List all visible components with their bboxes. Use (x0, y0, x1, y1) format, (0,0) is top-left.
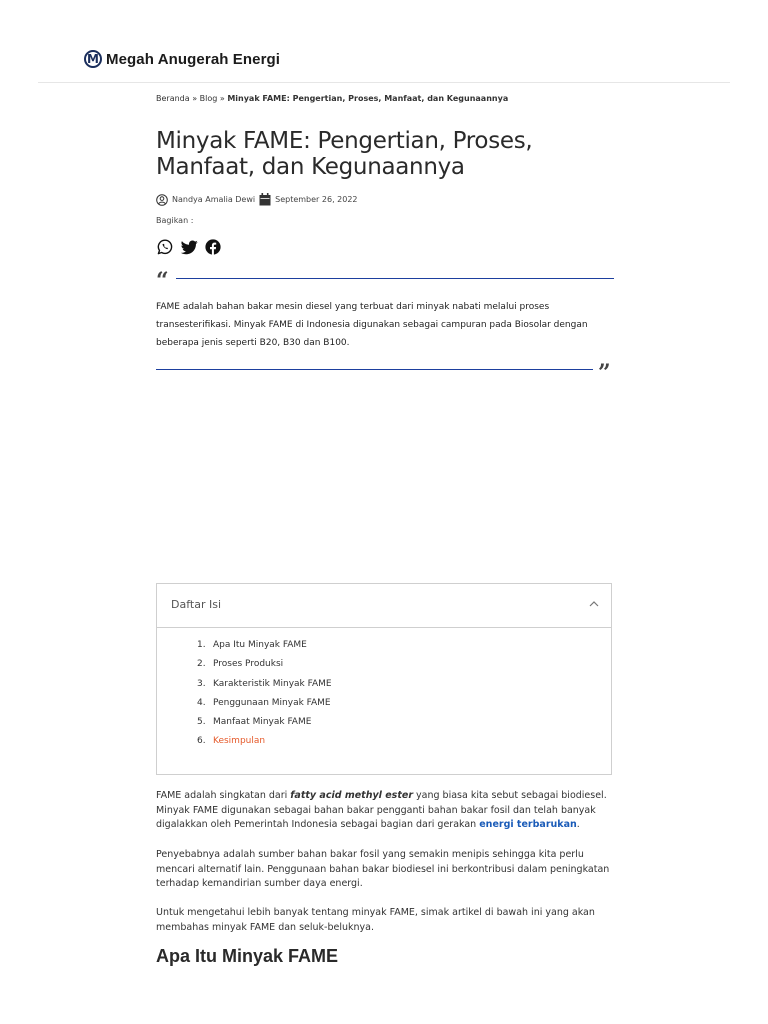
header-divider (38, 82, 730, 83)
toc-item: 1. Apa Itu Minyak FAME (197, 640, 332, 659)
facebook-icon[interactable] (204, 238, 222, 256)
page-title-line1: Minyak FAME: Pengertian, Proses, (156, 128, 533, 154)
toc-item: 5. Manfaat Minyak FAME (197, 717, 332, 736)
user-icon (156, 194, 168, 206)
toc-item: 3. Karakteristik Minyak FAME (197, 679, 332, 698)
calendar-icon (259, 193, 271, 206)
toc-item: 4. Penggunaan Minyak FAME (197, 698, 332, 717)
share-label: Bagikan : (156, 216, 194, 225)
quote-top-rule (156, 268, 614, 294)
breadcrumb (156, 94, 614, 103)
table-of-contents (156, 583, 612, 775)
toc-item-active: 6. Kesimpulan (197, 736, 332, 755)
article-excerpt: FAME adalah bahan bakar mesin diesel yang terbuat dari minyak nabati melalui proses transesterifikasi. Minyak FAME di Indonesia digunakan sebagai campuran pada Biosolar dengan beberapa jenis seperti B20, B30 dan B100. (156, 302, 588, 348)
chevron-up-icon[interactable] (589, 598, 599, 611)
toc-header[interactable] (157, 584, 611, 628)
toc-link[interactable]: Karakteristik Minyak FAME (213, 678, 332, 689)
toc-link[interactable]: Proses Produksi (213, 659, 284, 670)
quote-divider (156, 369, 593, 370)
share-buttons (156, 238, 614, 256)
toc-link[interactable]: Penggunaan Minyak FAME (213, 697, 331, 708)
breadcrumb-current: Minyak FAME: Pengertian, Proses, Manfaat, dan Kegunaannya (227, 94, 509, 103)
breadcrumb-home-link[interactable]: Beranda (156, 94, 190, 103)
body-paragraph: FAME adalah singkatan dari fatty acid methyl ester yang biasa kita sebut sebagai biodiesel. Minyak FAME digunakan sebagai bahan bakar pengganti bahan bakar fosil dan telah banyak digalakkan oleh Pemerintah Indonesia sebagai bagian dari gerakan energi terbarukan. (156, 790, 607, 830)
quote-divider (176, 278, 614, 279)
toc-link[interactable]: Manfaat Minyak FAME (213, 717, 312, 728)
toc-title: Daftar Isi (171, 598, 221, 611)
twitter-icon[interactable] (180, 238, 198, 256)
breadcrumb-separator: » (217, 94, 228, 103)
toc-list (197, 640, 332, 756)
section-heading: Apa Itu Minyak FAME (156, 946, 339, 966)
body-paragraph: Untuk mengetahui lebih banyak tentang minyak FAME, simak artikel di bawah ini yang akan membahas minyak FAME dan seluk-beluknya. (156, 907, 595, 933)
page-title (156, 128, 614, 180)
toc-item: 2. Proses Produksi (197, 659, 332, 678)
site-logo[interactable] (84, 50, 280, 68)
site-name: Megah Anugerah Energi (106, 50, 281, 68)
body-paragraph: Penyebabnya adalah sumber bahan bakar fosil yang semakin menipis sehingga kita perlu mencari alternatif lain. Penggunaan bahan bakar biodiesel ini berkontribusi dalam peningkatan terhadap kemandirian sumber daya energi. (156, 849, 610, 889)
quote-bottom-rule (156, 360, 614, 386)
site-header (0, 0, 768, 84)
renewable-energy-link[interactable]: energi terbarukan (479, 819, 577, 830)
logo-mark: M (84, 50, 102, 68)
post-date: September 26, 2022 (275, 195, 358, 204)
breadcrumb-blog-link[interactable]: Blog (199, 94, 218, 103)
author-name[interactable]: Nandya Amalia Dewi (172, 195, 256, 204)
toc-link[interactable]: Kesimpulan (213, 736, 266, 747)
breadcrumb-separator: » (189, 94, 200, 103)
quote-open-icon: “ (156, 268, 169, 294)
whatsapp-icon[interactable] (156, 238, 174, 256)
emphasis-term: fatty acid methyl ester (290, 790, 413, 801)
toc-link[interactable]: Apa Itu Minyak FAME (213, 640, 307, 650)
quote-close-icon: ” (598, 360, 611, 386)
post-meta (156, 193, 614, 206)
page-title-line2: Manfaat, dan Kegunaannya (156, 154, 465, 180)
